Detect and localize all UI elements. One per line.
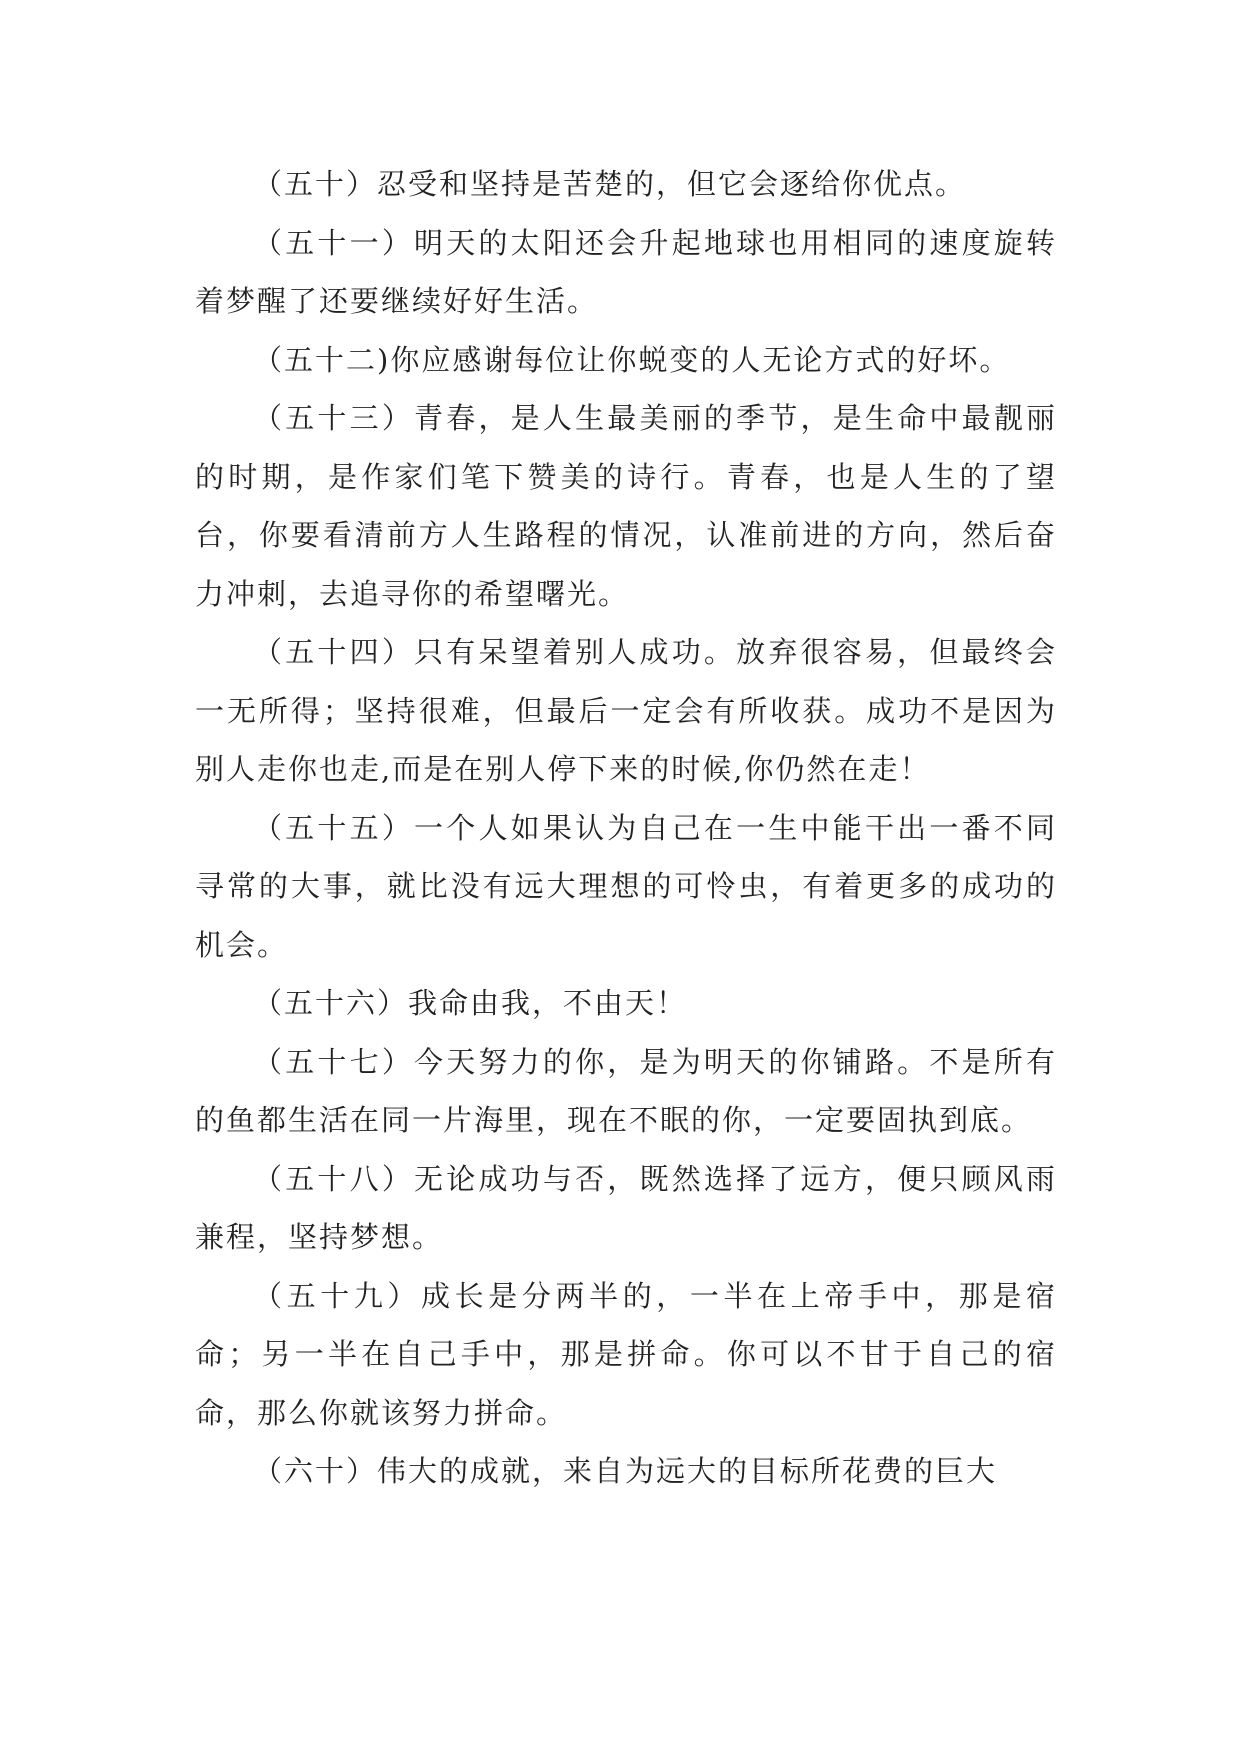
document-body — [195, 155, 1057, 1501]
paragraph-56: （五十六）我命由我，不由天！ — [253, 986, 688, 1020]
paragraph-59: （五十九）成长是分两半的，一半在上帝手中，那是宿命；另一半在自己手中，那是拼命。你可以不甘于自己的宿命，那么你就该努力拼命。 — [195, 1278, 1057, 1430]
paragraph-51: （五十一）明天的太阳还会升起地球也用相同的速度旋转着梦醒了还要继续好好生活。 — [195, 225, 1057, 318]
paragraph-53: （五十三）青春，是人生最美丽的季节，是生命中最靓丽的时期，是作家们笔下赞美的诗行。青春，也是人生的了望台，你要看清前方人生路程的情况，认准前进的方向，然后奋力冲刺，去追寻你的希望曙光。 — [195, 401, 1057, 611]
paragraph-50: （五十）忍受和坚持是苦楚的，但它会逐给你优点。 — [253, 167, 967, 201]
paragraph-60: （六十）伟大的成就，来自为远大的目标所花费的巨大 — [253, 1454, 998, 1488]
paragraph-54: （五十四）只有呆望着别人成功。放弃很容易，但最终会一无所得；坚持很难，但最后一定会有所收获。成功不是因为别人走你也走,而是在别人停下来的时候,你仍然在走！ — [195, 635, 1057, 786]
paragraph-58: （五十八）无论成功与否，既然选择了远方，便只顾风雨兼程，坚持梦想。 — [195, 1161, 1057, 1254]
paragraph-57: （五十七）今天努力的你，是为明天的你铺路。不是所有的鱼都生活在同一片海里，现在不眠的你，一定要固执到底。 — [195, 1044, 1057, 1137]
paragraph-52: （五十二)你应感谢每位让你蜕变的人无论方式的好坏。 — [253, 342, 1011, 377]
paragraph-55: （五十五）一个人如果认为自己在一生中能干出一番不同寻常的大事，就比没有远大理想的可怜虫，有着更多的成功的机会。 — [195, 810, 1057, 962]
